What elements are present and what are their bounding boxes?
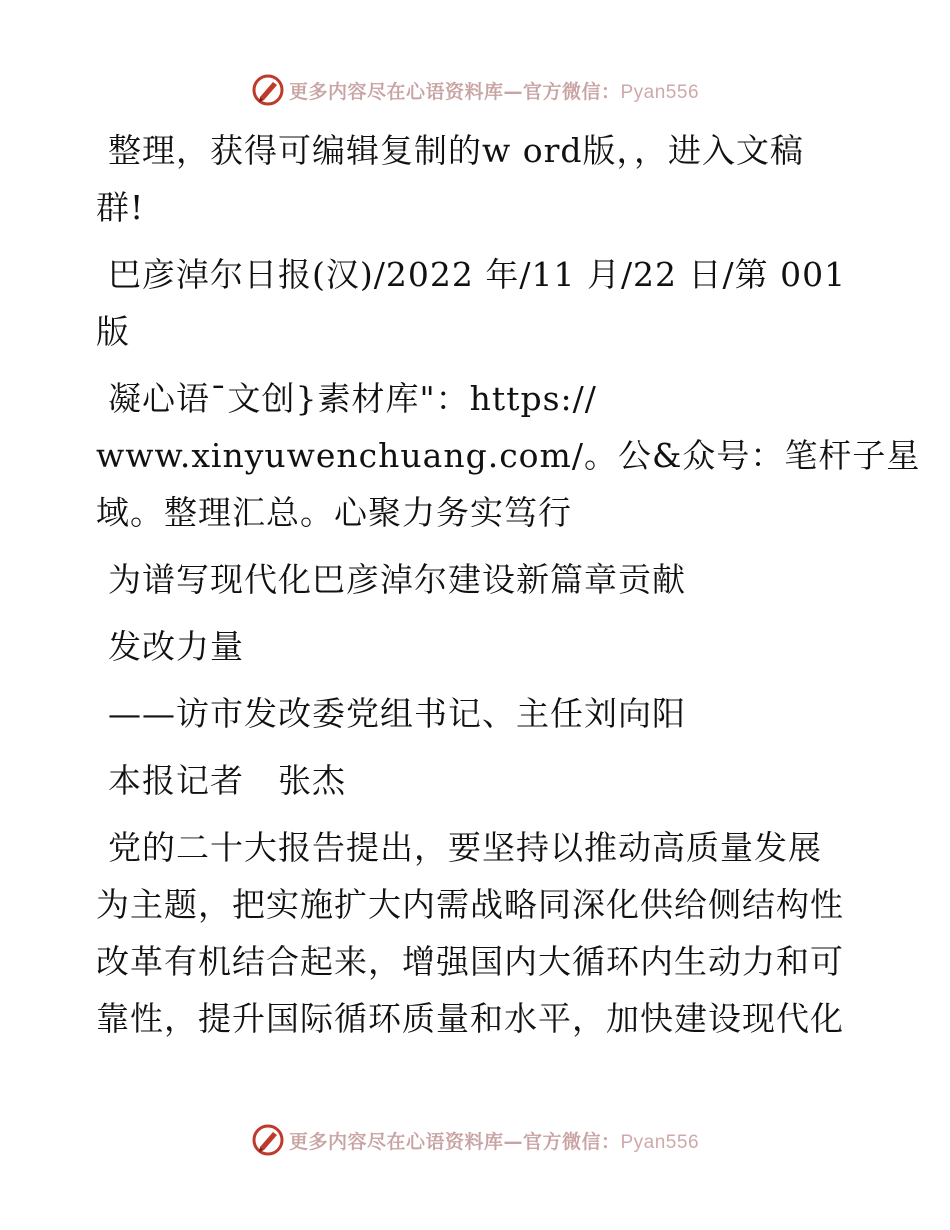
document-body	[96, 122, 921, 1047]
text-line: 巴彦淖尔日报(汉)/2022 年/11 月/22 日/第 001	[108, 255, 847, 294]
text-line: 靠性，提升国际循环质量和水平，加快建设现代化	[96, 999, 844, 1038]
text-line: 改革有机结合起来，增强国内大循环内生动力和可	[96, 942, 844, 981]
text-line: 域。整理汇总。心聚力务实笃行	[96, 493, 572, 532]
text-line: 整理，获得可编辑复制的w ord版，，进入文稿	[108, 131, 805, 170]
footer-banner	[0, 1120, 950, 1160]
text-line: 凝心语¯文创}素材库"：https://	[108, 379, 597, 418]
article-subtitle: ——访市发改委党组书记、主任刘向阳	[108, 694, 686, 733]
article-title: 发改力量	[108, 627, 244, 666]
byline: 本报记者 张杰	[108, 761, 346, 800]
pen-logo-icon	[251, 73, 285, 107]
banner-text: 更多内容尽在心语资料库—官方微信：Pyan556	[288, 1130, 700, 1153]
pen-logo-icon	[251, 1123, 285, 1157]
article-title: 为谱写现代化巴彦淖尔建设新篇章贡献	[108, 560, 686, 599]
text-line: www.xinyuwenchuang.com/。公&众号：笔杆子星	[96, 436, 921, 475]
header-banner	[0, 70, 950, 110]
text-line: 党的二十大报告提出，要坚持以推动高质量发展	[108, 828, 822, 867]
banner-text: 更多内容尽在心语资料库—官方微信：Pyan556	[288, 80, 700, 103]
text-line: 为主题，把实施扩大内需战略同深化供给侧结构性	[96, 885, 844, 924]
text-line: 群!	[96, 188, 145, 227]
text-line: 版	[96, 312, 130, 351]
